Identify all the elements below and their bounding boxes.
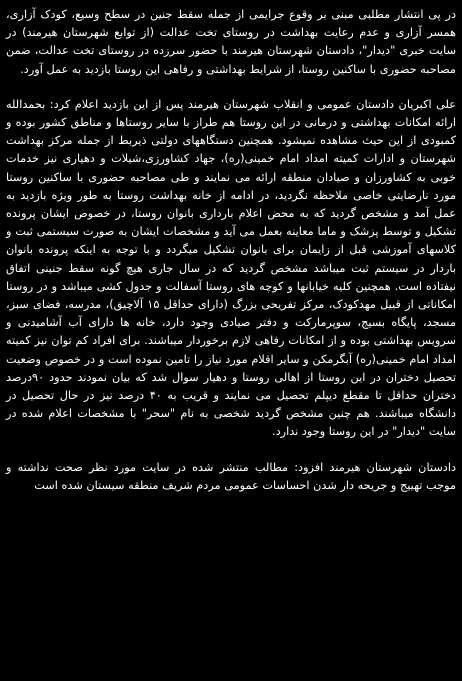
article-body <box>6 6 456 495</box>
article-paragraph-closing: دادستان شهرستان هیرمند افزود: مطالب منتشر شده در سایت مورد نظر صحت نداشته و موجب تهییج و جریحه دار شدن احساسات عمومی مردم شریف منطقه سیستان شده است <box>6 460 456 492</box>
article-paragraph-intro: در پی انتشار مطلبی مبنی بر وقوع جرایمی از جمله سقط جنین در سطح وسیع، کودک آزاری، همسر آزاری و عدم رعایت بهداشت در روستای تخت عدالت (از توابع شهرستان هیرمند) در سایت خبری "دیدار"، دادستان شهرستان هیرمند با حضور سرزده در روستای تخت عدالت، ضمن مصاحبه حضوری با ساکنین روستا، از شرایط بهداشتی و رفاهی این روستا بازدید به عمل آورد. <box>6 8 456 76</box>
article-paragraph-main: علی اکبریان دادستان عمومی و انقلاب شهرستان هیرمند پس از این بازدید اعلام کرد: بحمدالله ارائه امکانات بهداشتی و درمانی در این روستا هم طراز با سایر روستاها و مناطق کشور بوده و کمبودی از این حیث مشاهده نمیشود. همچنین دستگاههای دولتی ذیربط از جمله مرکز بهداشت شهرستان و ادارات کمیته امداد امام خمینی(ره)، جهاد کشاورزی،شیلات و دهیاری نیز خدمات خوبی به کشاورزان و صیادان منطقه ارائه می نمایند و طی مصاحبه حضوری با ساکنین روستا مورد نارضایتی خاصی ملاحظه نگردید، در ادامه از خانه بهداشت روستا به طور ویژه بازدید به عمل آمد و مشخص گردید که به محض اعلام بارداری بانوان روستا، در خصوص ایشان پرونده تشکیل و توسط پزشک و ماما معاینه بعمل می آید و مشخصات ایشان به صورت سیستمی ثبت و کلاسهای آموزشی قبل از زایمان برای بانوان تشکیل میگردد و با توجه به اینکه پرونده بانوان باردار در سیستم ثبت میباشد مشخص گردید که در سال جاری هیچ گونه سقط جنینی اتفاق نیفتاده است. همچنین کلیه خیابانها و کوچه های روستا آسفالت و جدول کشی میباشد و در روستا امکاناتی از قبیل مهدکودک، مرکز تفریحی بزرگ (دارای حداقل ۱۵ آلاچیق)، مدرسه، فضای سبز، مسجد، پایگاه بسیج، سوپرمارکت و دفتر صیادی وجود دارد، خانه ها دارای آب آشامیدنی و سرویس بهداشتی بوده و از امکانات رفاهی لازم برخوردار میباشند. برای افراد کم توان نیز کمیته امداد امام خمینی(ره) آبگرمکن و سایر اقلام مورد نیاز را تامین نموده است و در خصوص وضعیت تحصیل دختران در این روستا از اهالی روستا و دهیار سوال شد که بیان نمودند حدود ۹۰درصد دختران حداقل تا مقطع دیپلم تحصیل می نمایند و قریب به ۴۰ درصد نیز در حال تحصیل در دانشگاه میباشند. هم چنین مشخص گردید شخصی به نام "سحر" با مشخصات اعلام شده در سایت "دیدار" در این روستا وجود ندارد. <box>6 97 457 439</box>
